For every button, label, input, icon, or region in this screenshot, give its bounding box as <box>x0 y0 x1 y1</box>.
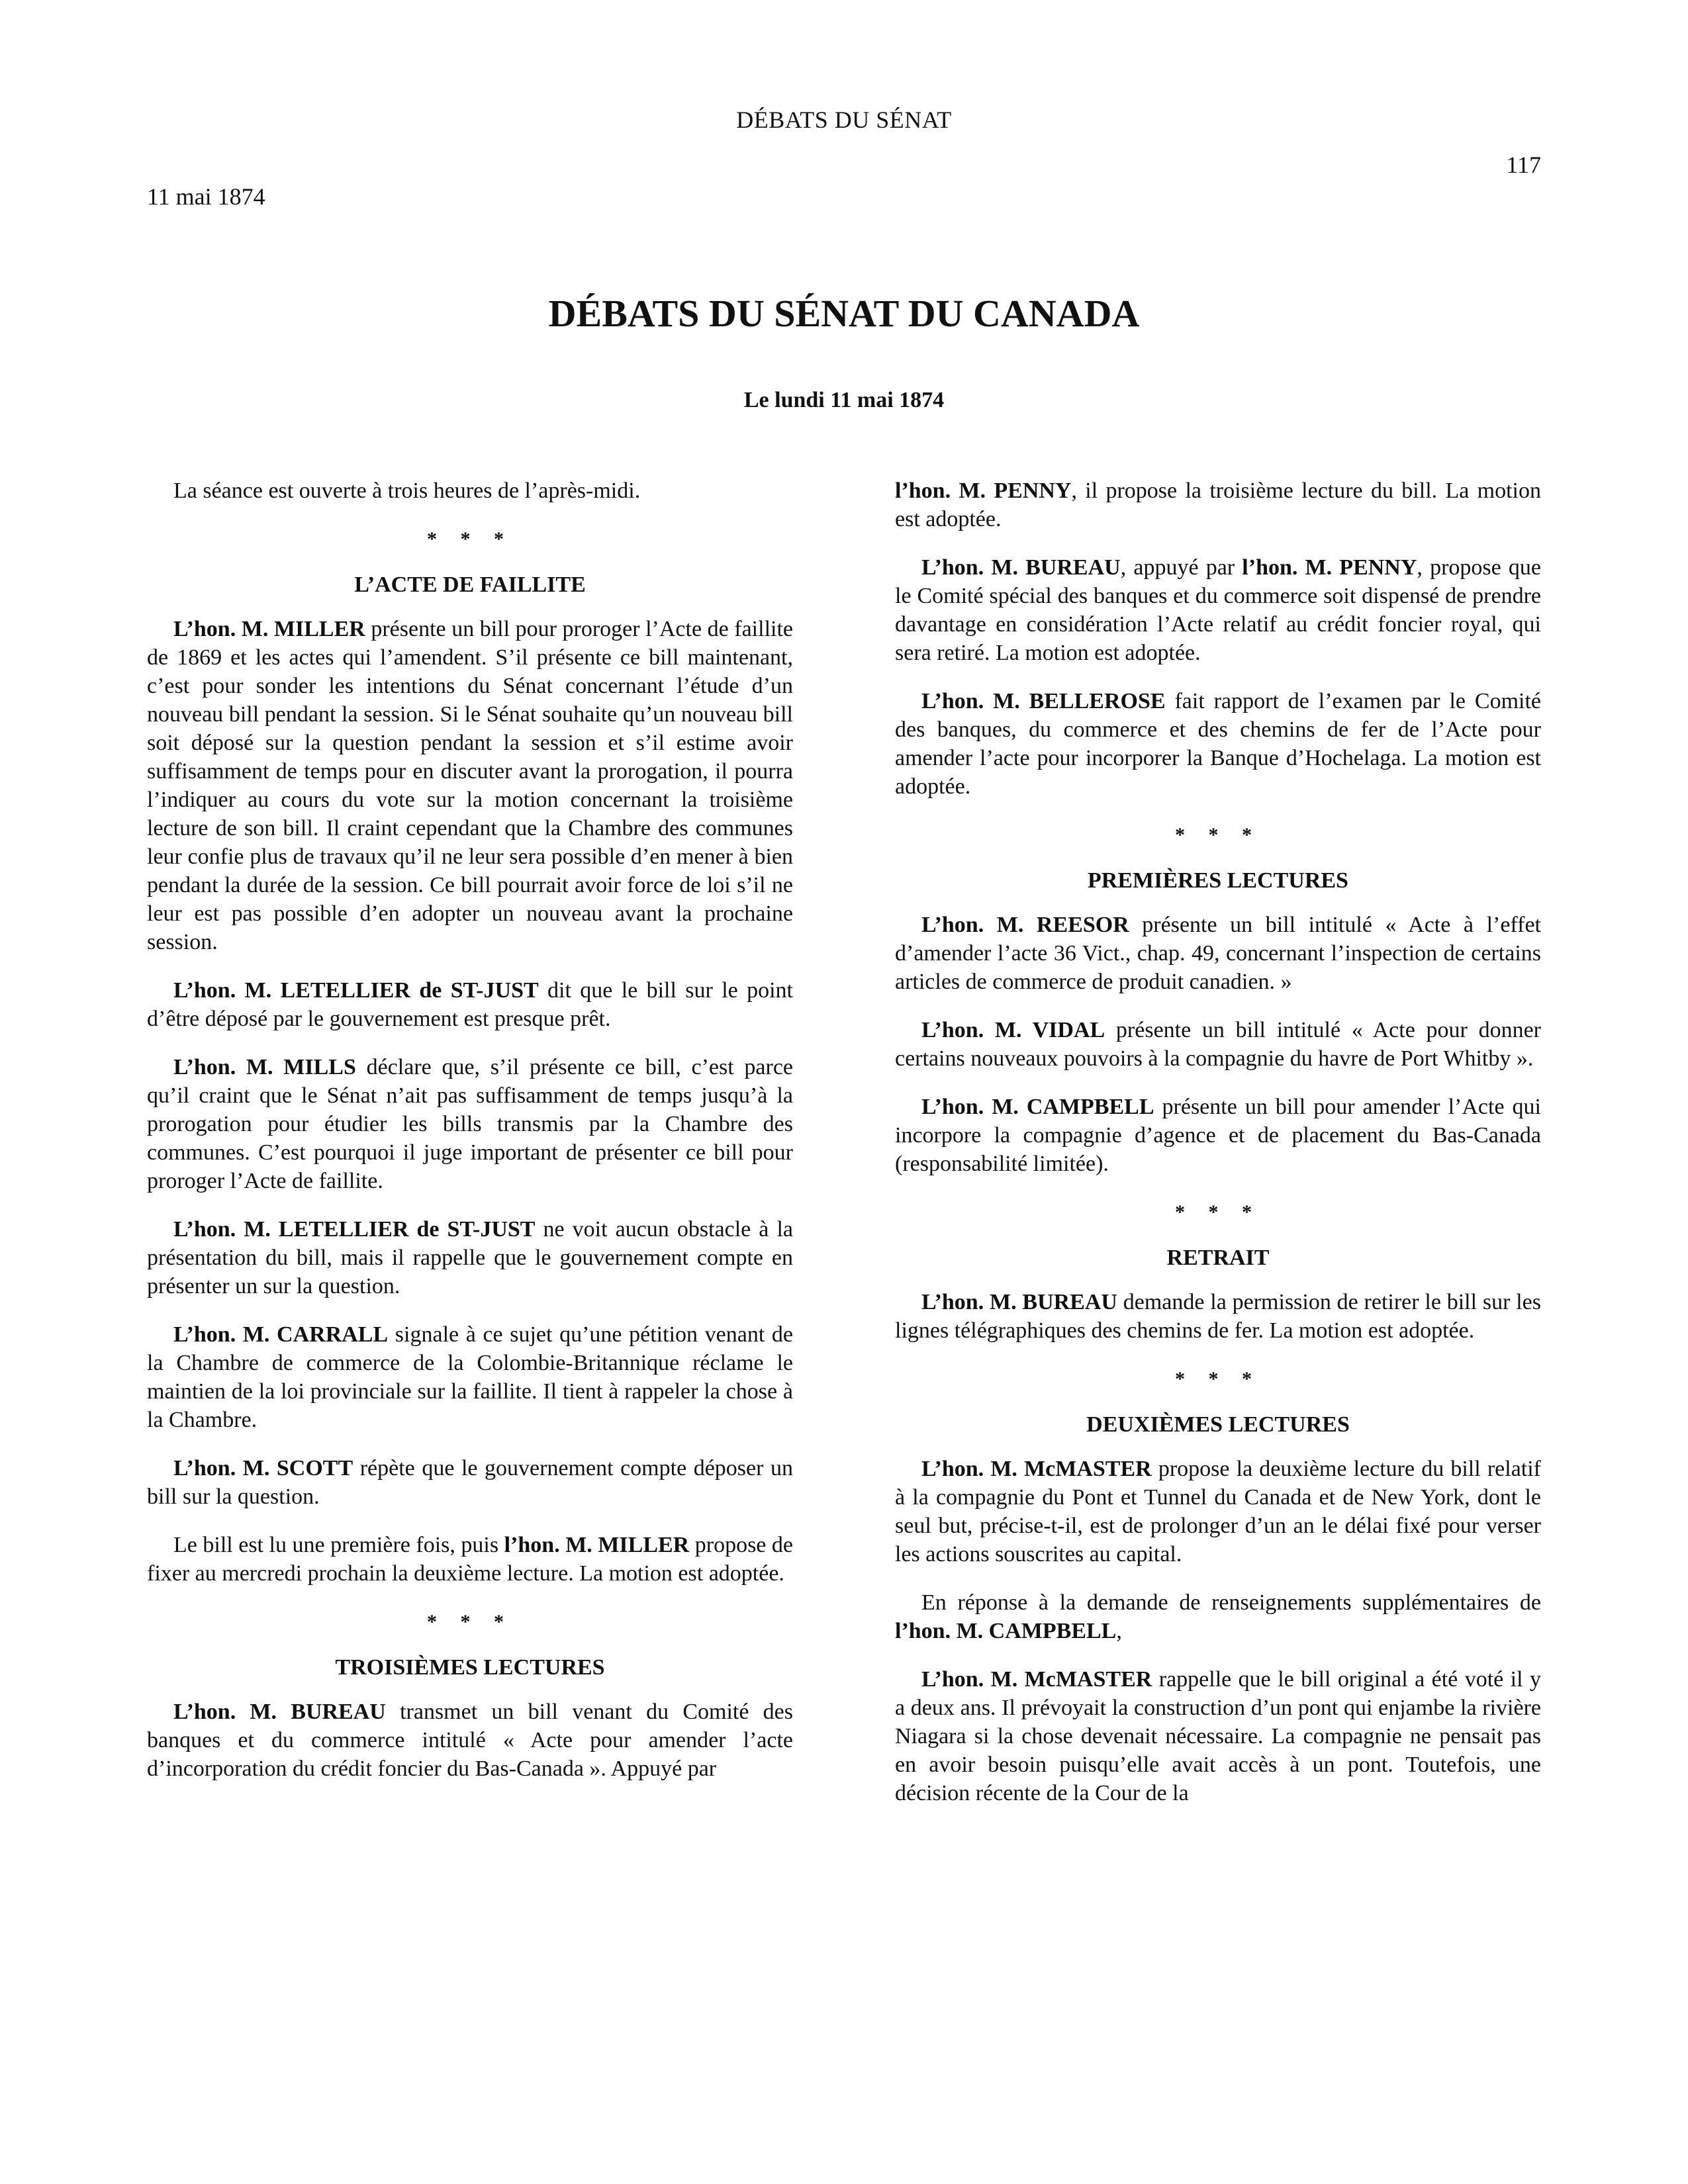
paragraph <box>895 1093 1541 1178</box>
paragraph <box>895 1665 1541 1807</box>
section-heading: PREMIÈRES LECTURES <box>1088 868 1348 893</box>
speaker-name: l’hon. M. PENNY <box>1242 555 1417 580</box>
paragraph-text: , propose que le Comité spécial des banques et du commerce soit dispensé de prendre davantage en considération l’Acte relatif au crédit foncier royal, qui sera retiré. La motion est adoptée. <box>895 555 1541 665</box>
paragraph <box>895 553 1541 667</box>
paragraph-text: , <box>1116 1619 1122 1643</box>
paragraph <box>895 1016 1541 1073</box>
paragraph <box>895 477 1541 533</box>
paragraph-text: signale à ce sujet qu’une pétition venant de la Chambre de commerce de la Colombie-Britannique réclame le maintien de la loi provinciale sur la faillite. Il tient à rappeler la chose à la Chambre. <box>147 1322 793 1432</box>
speaker-name: L’hon. M. VIDAL <box>921 1018 1105 1042</box>
speaker-name: L’hon. M. CARRALL <box>173 1322 389 1347</box>
speaker-name: L’hon. M. MILLS <box>173 1055 356 1079</box>
left-column <box>147 477 793 1783</box>
speaker-name: l’hon. M. PENNY <box>895 478 1072 503</box>
speaker-name: L’hon. M. LETELLIER de ST-JUST <box>173 1217 536 1242</box>
speaker-name: L’hon. M. LETELLIER de ST-JUST <box>173 978 539 1003</box>
paragraph-text: demande la permission de retirer le bill sur les lignes télégraphiques des chemins de fer. La motion est adoptée. <box>895 1290 1541 1343</box>
paragraph-text: transmet un bill venant du Comité des banques et du commerce intitulé « Acte pour amender l’acte d’incorporation du crédit foncier du Bas-Canada ». Appuyé par <box>147 1700 793 1781</box>
opening-paragraph: La séance est ouverte à trois heures de l’après-midi. <box>173 478 641 503</box>
paragraph-text: , il propose la troisième lecture du bill. La motion est adoptée. <box>895 478 1541 531</box>
paragraph <box>895 1588 1541 1645</box>
speaker-name: L’hon. M. SCOTT <box>173 1456 353 1480</box>
paragraph <box>147 1320 793 1434</box>
paragraph-text: présente un bill pour amender l’Acte qui incorpore la compagnie d’agence et de placement du Bas-Canada (responsabilité limitée). <box>895 1095 1542 1176</box>
paragraph-text: déclare que, s’il présente ce bill, c’est parce qu’il craint que le Sénat n’ait pas suffisamment de temps jusqu’à la prorogation pour étudier les bills transmis par la Chambre des communes. C’est pourquoi il juge important de présenter ce bill pour proroger l’Acte de faillite. <box>147 1055 793 1193</box>
speaker-name: L’hon. M. REESOR <box>921 913 1129 937</box>
section-separator: * * * <box>1175 824 1261 846</box>
paragraph-text: dit que le bill sur le point d’être déposé par le gouvernement est presque prêt. <box>147 978 794 1031</box>
section-heading: DEUXIÈMES LECTURES <box>1086 1412 1350 1437</box>
speaker-name: l’hon. M. CAMPBELL <box>895 1619 1117 1643</box>
paragraph-text: propose de fixer au mercredi prochain la deuxième lecture. La motion est adoptée. <box>147 1533 793 1586</box>
speaker-name: L’hon. M. BELLEROSE <box>921 689 1166 713</box>
paragraph <box>147 1531 793 1588</box>
paragraph-text: présente un bill intitulé « Acte à l’effet d’amender l’acte 36 Vict., chap. 49, concernant l’inspection de certains articles de commerce de produit canadien. » <box>895 913 1541 994</box>
paragraph-text: rappelle que le bill original a été voté il y a deux ans. Il prévoyait la construction d’un pont qui enjambe la rivière Niagara si la chose devenait nécessaire. La compagnie ne pensait pas en avoir besoin puisqu’elle avait accès à un pont. Toutefois, une décision récente de la Cour de la <box>895 1667 1542 1805</box>
paragraph <box>147 1454 793 1511</box>
speaker-name: L’hon. M. BUREAU <box>921 1290 1117 1314</box>
speaker-name: L’hon. M. MILLER <box>173 617 365 641</box>
paragraph <box>895 911 1541 996</box>
section-separator: * * * <box>1175 1368 1261 1390</box>
paragraph-text: présente un bill intitulé « Acte pour donner certains nouveaux pouvoirs à la compagnie du havre de Port Whitby ». <box>895 1018 1541 1071</box>
page-number: 117 <box>1506 152 1541 178</box>
speaker-name: L’hon. M. BUREAU <box>173 1700 386 1724</box>
paragraph <box>147 1215 793 1300</box>
paragraph-text: présente un bill pour proroger l’Acte de faillite de 1869 et les actes qui l’amendent. S’il présente ce bill maintenant, c’est pour sonder les intentions du Sénat concernant l’étude d’un nouveau bill pendant la session. Si le Sénat souhaite qu’un nouveau bill soit déposé sur la question pendant la session et s’il estime avoir suffisamment de temps pour en discuter avant la prorogation, il pourra l’indiquer au cours du vote sur la motion concernant la troisième lecture de son bill. Il craint cependant que la Chambre des communes leur confie plus de travaux qu’il ne leur sera possible d’en mener à bien pendant la durée de la session. Ce bill pourrait avoir force de loi s’il ne leur est pas possible d’en adopter un nouveau avant la prochaine session. <box>147 617 793 954</box>
paragraph <box>895 1455 1541 1569</box>
paragraph-text: répète que le gouvernement compte déposer un bill sur la question. <box>147 1456 794 1509</box>
speaker-name: L’hon. M. McMASTER <box>921 1667 1152 1692</box>
paragraph <box>147 1698 793 1783</box>
section-separator: * * * <box>427 528 513 550</box>
paragraph-text: ne voit aucun obstacle à la présentation du bill, mais il rappelle que le gouvernement compte en présenter un sur la question. <box>147 1217 793 1298</box>
right-column <box>895 477 1541 1807</box>
paragraph-text: Le bill est lu une première fois, puis <box>173 1533 504 1557</box>
section-heading: RETRAIT <box>1166 1246 1270 1270</box>
paragraph <box>895 687 1541 801</box>
section-separator: * * * <box>1175 1201 1261 1223</box>
paragraph <box>147 615 793 956</box>
paragraph-text: propose la deuxième lecture du bill relatif à la compagnie du Pont et Tunnel du Canada et de New York, dont le seul but, précise-t-il, est de prolonger d’un an le délai fixé pour verser les actions souscrites au capital. <box>895 1457 1542 1567</box>
session-date: Le lundi 11 mai 1874 <box>743 388 945 412</box>
page-date: 11 mai 1874 <box>147 183 265 210</box>
section-heading: L’ACTE DE FAILLITE <box>354 572 586 597</box>
paragraph <box>147 976 793 1033</box>
speaker-name: L’hon. M. McMASTER <box>921 1457 1152 1481</box>
speaker-name: L’hon. M. CAMPBELL <box>921 1095 1154 1119</box>
speaker-name: L’hon. M. BUREAU <box>921 555 1121 580</box>
section-separator: * * * <box>427 1611 513 1633</box>
page-title: DÉBATS DU SÉNAT DU CANADA <box>548 292 1140 335</box>
section-heading: TROISIÈMES LECTURES <box>335 1655 605 1680</box>
paragraph-text: fait rapport de l’examen par le Comité des banques, du commerce et des chemins de fer de l’Acte pour amender l’acte pour incorporer la Banque d’Hochelaga. La motion est adoptée. <box>895 689 1542 799</box>
speaker-name: l’hon. M. MILLER <box>504 1533 690 1557</box>
running-title: DÉBATS DU SÉNAT <box>736 107 952 133</box>
paragraph-text: En réponse à la demande de renseignements supplémentaires de <box>921 1590 1541 1615</box>
paragraph <box>895 1288 1541 1345</box>
paragraph-text: , appuyé par <box>1120 555 1243 580</box>
paragraph <box>147 1053 793 1195</box>
